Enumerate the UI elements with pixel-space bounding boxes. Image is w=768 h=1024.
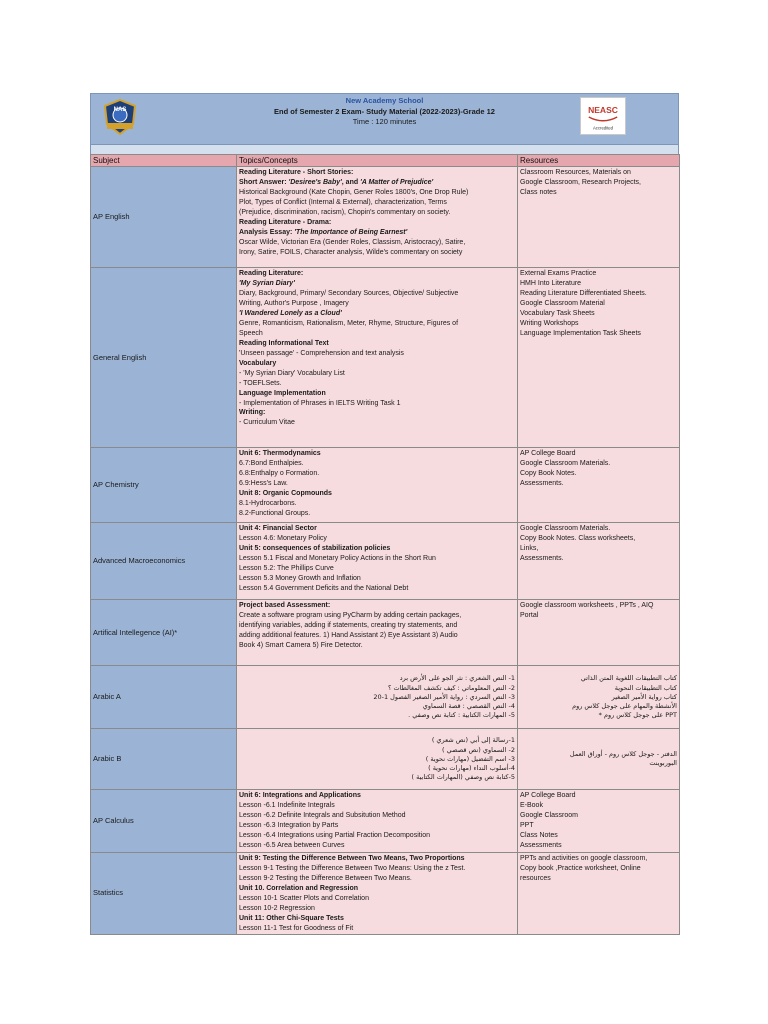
topic-line: Lesson 9-2 Testing the Difference Between Two Means. <box>239 874 412 882</box>
resource-line: PPT <box>520 822 534 830</box>
resource-line: resources <box>520 874 551 882</box>
column-header-resources: Resources <box>518 155 680 167</box>
topics-cell <box>237 448 518 523</box>
topic-fragment: Analysis Essay: <box>239 228 295 236</box>
topic-line: Lesson 5.4 Government Deficits and the National Debt <box>239 584 409 592</box>
topic-fragment: Short Answer: <box>239 179 289 187</box>
table-row <box>91 523 680 600</box>
topic-line: Unit 5: consequences of stabilization policies <box>239 545 391 553</box>
subject-cell: AP English <box>91 167 237 268</box>
resource-line: Assessments. <box>520 480 564 488</box>
topic-line: 5-كتابة نص وصفي (المهارات الكتابية ) <box>411 773 515 782</box>
topic-line: 3- اسم التفضيل (مهارات نحوية ) <box>425 754 515 763</box>
topics-cell <box>237 666 518 729</box>
header-spacer <box>90 145 679 154</box>
topic-line: Lesson -6.3 Integration by Parts <box>239 822 339 830</box>
topic-line: Diary, Background, Primary/ Secondary Sources, Objective/ Subjective <box>239 290 459 298</box>
column-header-subject: Subject <box>91 155 237 167</box>
topic-line: Lesson -6.2 Definite Integrals and Subsitution Method <box>239 812 406 820</box>
topic-fragment: , and <box>341 179 361 187</box>
exam-title: End of Semester 2 Exam- Study Material (2022-2023)-Grade 12 <box>274 106 495 116</box>
study-material-sheet <box>90 93 679 935</box>
table-row <box>91 666 680 729</box>
resource-line: كتاب التطبيقات اللغوية المتن الذاتي <box>580 674 677 683</box>
resource-line: البوربوينت <box>649 759 677 768</box>
topic-fragment: 'A Matter of Prejudice' <box>360 179 434 187</box>
neasc-logo-text: NEASC <box>588 105 618 116</box>
resource-line: Google classroom worksheets , PPTs , AIQ <box>520 602 654 610</box>
subject-cell: Arabic B <box>91 729 237 790</box>
resource-line: كتاب رواية الأمير الصغير <box>611 692 677 701</box>
resource-line: Google Classroom <box>520 812 578 820</box>
topics-cell <box>237 167 518 268</box>
resource-line: Assessments <box>520 842 562 850</box>
resource-line: كتاب التطبيقات النحوية <box>614 683 677 692</box>
topic-line: Unit 6: Integrations and Applications <box>239 792 361 800</box>
resource-line: Copy Book Notes. <box>520 470 577 478</box>
topic-line: Lesson -6.5 Area between Curves <box>239 842 345 850</box>
topic-line: Historical Background (Kate Chopin, Gener Roles 1800's, One Drop Rule) <box>239 189 469 197</box>
topic-line: Lesson 5.1 Fiscal and Monetary Policy Actions in the Short Run <box>239 555 436 563</box>
topic-line: 8.1-Hydrocarbons. <box>239 500 297 508</box>
topic-line: Oscar Wilde, Victorian Era (Gender Roles, Classism, Aristocracy), Satire, <box>239 238 466 246</box>
topic-line: Plot, Types of Conflict (Internal & External), characterization, Terms <box>239 199 447 207</box>
resource-line: Writing Workshops <box>520 320 579 328</box>
topic-line: 5- المهارات الكتابية : كتابة نص وصفي . <box>408 711 515 720</box>
subject-cell: AP Calculus <box>91 790 237 853</box>
topic-line: Lesson 10-1 Scatter Plots and Correlation <box>239 894 369 902</box>
resource-line: Google Classroom, Research Projects, <box>520 179 641 187</box>
resource-line: Class notes <box>520 189 557 197</box>
resources-cell <box>518 268 680 448</box>
topics-cell <box>237 852 518 935</box>
topics-cell <box>237 790 518 853</box>
resource-line: Google Classroom Materials. <box>520 525 611 533</box>
topic-fragment: 'The Importance of Being Earnest' <box>294 228 408 236</box>
table-row <box>91 790 680 853</box>
study-material-table <box>90 154 680 935</box>
resource-line: PPTs and activities on google classroom, <box>520 854 648 862</box>
topic-line: 8.2-Functional Groups. <box>239 509 311 517</box>
resource-line: Classroom Resources, Materials on <box>520 169 631 177</box>
topic-line: Lesson 4.6: Monetary Policy <box>239 535 327 543</box>
topic-line: (Prejudice, discrimination, racism), Chopin's commentary on society. <box>239 209 451 217</box>
topic-line: Project based Assessment: <box>239 602 331 610</box>
table-row <box>91 268 680 448</box>
subject-cell: Artifical Intellegence (AI)* <box>91 600 237 666</box>
resources-cell <box>518 600 680 666</box>
nas-logo-text: NAS <box>113 107 127 113</box>
topics-cell <box>237 523 518 600</box>
topic-line: Unit 6: Thermodynamics <box>239 450 321 458</box>
topic-line: Writing: <box>239 409 266 417</box>
resources-cell <box>518 729 680 790</box>
neasc-accredited-logo <box>580 97 626 135</box>
resources-cell <box>518 167 680 268</box>
topic-line: identifying variables, adding if statements, creating try statements, and <box>239 622 458 630</box>
resource-line: AP College Board <box>520 792 576 800</box>
document-header <box>90 93 679 145</box>
resource-line: AP College Board <box>520 450 576 458</box>
resource-line: الأنشطة والمهام على جوجل كلاس روم <box>572 701 677 710</box>
resources-cell <box>518 448 680 523</box>
topic-line: 'I Wandered Lonely as a Cloud' <box>239 310 342 318</box>
resource-line: E-Book <box>520 802 543 810</box>
resource-line: PPT على جوجل كلاس روم * <box>598 711 677 720</box>
topic-line: 6.7:Bond Enthalpies. <box>239 460 304 468</box>
column-header-topics: Topics/Concepts <box>237 155 518 167</box>
topic-line: Reading Informational Text <box>239 339 329 347</box>
topic-line: 3- النص السردي : رواية الأمير الصغير الفصول 1-20 <box>373 692 515 701</box>
topic-line: Lesson 9-1 Testing the Difference Between Two Means: Using the z Test. <box>239 864 466 872</box>
topic-line: Lesson 5.3 Money Growth and Inflation <box>239 575 361 583</box>
topic-line <box>239 178 515 188</box>
resource-line: HMH Into Literature <box>520 280 582 288</box>
topic-line: Unit 11: Other Chi-Square Tests <box>239 914 344 922</box>
topic-line: - 'My Syrian Diary' Vocabulary List <box>239 369 345 377</box>
resource-line: Language Implementation Task Sheets <box>520 329 641 337</box>
topic-line <box>239 228 515 238</box>
table-row <box>91 448 680 523</box>
resource-line: Copy book ,Practice worksheet, Online <box>520 864 641 872</box>
resource-line: External Exams Practice <box>520 270 597 278</box>
resource-line: Reading Literature Differentiated Sheets. <box>520 290 647 298</box>
topic-line: Unit 8: Organic Copmounds <box>239 490 332 498</box>
table-header-row <box>91 155 680 167</box>
resource-line: Class Notes <box>520 832 558 840</box>
table-row <box>91 852 680 935</box>
table-row <box>91 729 680 790</box>
topic-line: - Implementation of Phrases in IELTS Writing Task 1 <box>239 399 401 407</box>
topics-cell <box>237 729 518 790</box>
resource-line: Links, <box>520 545 539 553</box>
topic-line: Reading Literature - Drama: <box>239 219 332 227</box>
topic-line: - TOEFLSets. <box>239 379 282 387</box>
topic-line: Lesson 11-1 Test for Goodness of Fit <box>239 924 354 932</box>
resource-line: Google Classroom Material <box>520 300 605 308</box>
resource-line: الدفتر - جوجل كلاس روم - أوراق العمل <box>569 750 677 759</box>
topics-cell <box>237 600 518 666</box>
topic-line: - Curriculum Vitae <box>239 419 295 427</box>
subject-cell: Arabic A <box>91 666 237 729</box>
resources-cell <box>518 852 680 935</box>
resource-line: Google Classroom Materials. <box>520 460 611 468</box>
topic-line: Lesson -6.4 Integrations using Partial Fraction Decomposition <box>239 832 431 840</box>
topic-line: Unit 10. Correlation and Regression <box>239 884 359 892</box>
topic-line: Lesson 5.2: The Phillips Curve <box>239 565 334 573</box>
topic-line: Lesson 10-2 Regression <box>239 904 315 912</box>
topic-line: 6.9:Hess's Law. <box>239 480 288 488</box>
resource-line: Assessments. <box>520 555 564 563</box>
subject-cell: Statistics <box>91 852 237 935</box>
subject-cell: AP Chemistry <box>91 448 237 523</box>
resources-cell <box>518 523 680 600</box>
topic-line: 2- السماوي (نص قصصي ) <box>442 745 515 754</box>
topic-line: Vocabulary <box>239 359 277 367</box>
resource-line: Portal <box>520 612 539 620</box>
resource-line: Copy Book Notes. Class worksheets, <box>520 535 636 543</box>
topic-line: Irony, Satire, FOILS, Character analysis, Wilde's commentary on society <box>239 248 463 256</box>
topic-line: Unit 4: Financial Sector <box>239 525 317 533</box>
resources-cell <box>518 666 680 729</box>
neasc-logo-subtext: Accredited <box>592 125 614 131</box>
topics-cell <box>237 268 518 448</box>
topic-line: Lesson -6.1 Indefinite Integrals <box>239 802 335 810</box>
resources-cell <box>518 790 680 853</box>
topic-line: Reading Literature - Short Stories: <box>239 169 354 177</box>
topic-line: Speech <box>239 329 263 337</box>
topic-line: 'My Syrian Diary' <box>239 280 295 288</box>
topic-line: Unit 9: Testing the Difference Between Two Means, Two Proportions <box>239 854 465 862</box>
exam-time: Time : 120 minutes <box>352 117 417 127</box>
topic-fragment: 'Desiree's Baby' <box>288 179 342 187</box>
topic-line: 4- النص القصصي : قصة السماوي <box>422 701 515 710</box>
topic-line: Genre, Romanticism, Rationalism, Meter, Rhyme, Structure, Figures of <box>239 320 459 328</box>
topic-line: 6.8:Enthalpy o Formation. <box>239 470 320 478</box>
topic-line: Language Implementation <box>239 389 326 397</box>
school-name: New Academy School <box>345 96 424 105</box>
topic-line: Writing, Author's Purpose , Imagery <box>239 300 349 308</box>
topic-line: 1- النص الشعري : نثر الجو على الأرض برد <box>399 674 515 683</box>
topic-line: Create a software program using PyCharm by adding certain packages, <box>239 612 462 620</box>
topic-line: Reading Literature: <box>239 270 304 278</box>
subject-cell: General English <box>91 268 237 448</box>
table-row <box>91 600 680 666</box>
topic-line: 4-أسلوب النداء (مهارات نحوية ) <box>428 763 515 772</box>
topic-line: 1-رسالة إلى أبي (نص شعري ) <box>431 736 515 745</box>
topic-line: Book 4) Smart Camera 5) Fire Detector. <box>239 642 363 650</box>
resource-line: Vocabulary Task Sheets <box>520 310 595 318</box>
topic-line: 'Unseen passage' - Comprehension and text analysis <box>239 349 404 357</box>
topic-line: adding additional features. 1) Hand Assistant 2) Eye Assistant 3) Audio <box>239 632 458 640</box>
topic-line: 2- النص المعلوماتي : كيف تكشف المغالطات ؟ <box>388 683 515 692</box>
table-row <box>91 167 680 268</box>
subject-cell: Advanced Macroeconomics <box>91 523 237 600</box>
